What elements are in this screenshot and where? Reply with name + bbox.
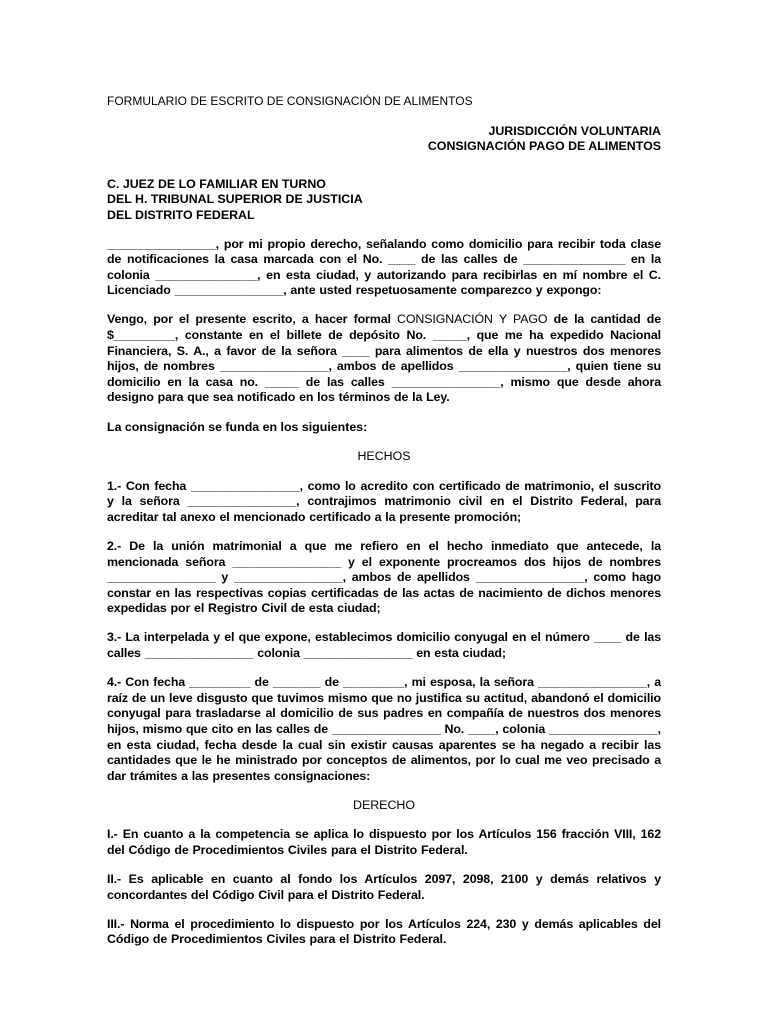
law-item-2: II.- Es aplicable en cuanto al fondo los Artículos 2097, 2098, 2100 y demás relativos y concordantes del Código Civil para el Distrito Federal. [107,872,661,902]
addressee-line-1: C. JUEZ DE LO FAMILIAR EN TURNO [107,176,326,191]
procedure-heading [107,124,661,155]
fact-item-2: 2.- De la unión matrimonial a que me refiero en el hecho inmediato que antecede, la mencionada señora ________________ y el exponente procreamos dos hijos de nombres ________________ y ________________, ambos de apellidos ________________, como hago constar en las respectivas copias certificadas de las actas de nacimiento de dichos menores expedidas por el Registro Civil de esta ciudad; [107,538,661,616]
procedure-type: JURISDICCIÓN VOLUNTARIA [488,123,661,138]
fact-item-1: 1.- Con fecha ________________, como lo acredito con certificado de matrimonio, el suscrito y la señora ________________, contrajimos matrimonio civil en el Distrito Federal, para acreditar tal anexo el mencionado certificado a la presente promoción; [107,478,661,524]
fact-item-4: 4.- Con fecha _________ de _______ de _________, mi esposa, la señora ________________, a raíz de un leve disgusto que tuvimos mismo que no justifica su actitud, abandonó el domicilio conyugal para trasladarse al domicilio de sus padres en compañía de nuestros dos menores hijos, mismo que cito en las calles de ________________ No. ____, colonia ________________, en esta ciudad, fecha desde la cual sin existir causas aparentes se ha negado a recibir las cantidades que le he ministrado por conceptos de alimentos, por lo cual me veo precisado a dar trámites a las presentes consignaciones: [107,675,661,783]
form-title: FORMULARIO DE ESCRITO DE CONSIGNACIÓN DE ALIMENTOS [107,94,473,108]
consignment-paragraph [107,312,661,406]
law-title: DERECHO [353,797,415,812]
document-page [107,94,661,961]
consignment-prefix: Vengo, por el presente escrito, a hacer formal [107,312,398,327]
consignment-suffix: de la cantidad de $_________, constante en el billete de depósito No. _____, que me ha expedido Nacional Financiera, S. A., a favor de la señora ____ para alimentos de ella y nuestros dos menores hijos, de nombres ________________, ambos de apellidos ________________, quien tiene su domicilio en la casa no. _____ de las calles ________________, mismo que desde ahora designo para que sea notificado en los términos de la Ley. [107,312,661,405]
law-item-1: I.- En cuanto a la competencia se aplica lo dispuesto por los Artículos 156 fracción VIII, 162 del Código de Procedimientos Civiles para el Distrito Federal. [107,827,661,857]
procedure-subject: CONSIGNACIÓN PAGO DE ALIMENTOS [427,139,661,154]
addressee-line-3: DEL DISTRITO FEDERAL [107,207,255,222]
consignment-emphasis: CONSIGNACIÓN Y PAGO [397,312,548,327]
law-item-3: III.- Norma el procedimiento lo dispuesto por los Artículos 224, 230 y demás aplicables del Código de Procedimientos Civiles para el Distrito Federal. [107,916,661,947]
addressee-line-2: DEL H. TRIBUNAL SUPERIOR DE JUSTICIA [107,192,363,207]
fact-item-3: 3.- La interpelada y el que expone, establecimos domicilio conyugal en el número ____ de las calles ________________ colonia ________________ en esta ciudad; [107,630,661,661]
intro-paragraph: ________________, por mi propio derecho, señalando como domicilio para recibir toda clase de notificaciones la casa marcada con el No. ____ de las calles de _______________ en la colonia _______________, en esta ciudad, y autorizando para recibirlas en mí nombre el C. Licenciado ________________, ante usted respetuosamente comparezco y expongo: [107,236,661,298]
basis-line: La consignación se funda en los siguientes: [107,419,368,434]
facts-title: HECHOS [357,449,411,464]
addressee-block [107,177,661,224]
